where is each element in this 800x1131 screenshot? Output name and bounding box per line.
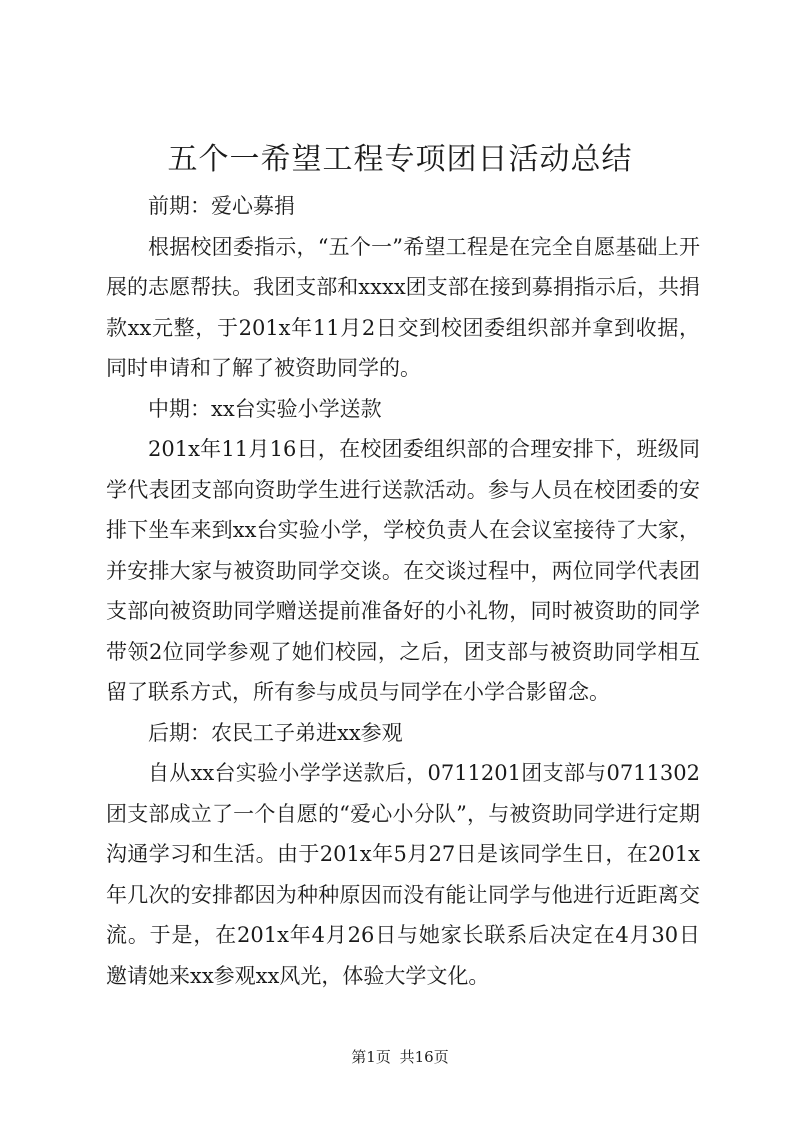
page-footer (0, 1046, 800, 1068)
paragraph-visit: 自从xx台实验小学学送款后，0711201团支部与0711302团支部成立了一个自愿的“爱心小分队”，与被资助同学进行定期沟通学习和生活。由于201x年5月27日是该同学生日，在201x年几次的安排都因为种种原因而没有能让同学与他进行近距离交流。于是，在201x年4月26日与她家长联系后决定在4月30日邀请她来xx参观xx风光，体验大学文化。 (106, 761, 700, 988)
document-title: 五个一希望工程专项团日活动总结 (167, 142, 633, 177)
section-heading-late: 后期：农民工子弟进xx参观 (148, 720, 403, 745)
section-heading-early: 前期：爱心募捐 (148, 194, 295, 218)
paragraph-donation: 根据校团委指示，“五个一”希望工程是在完全自愿基础上开展的志愿帮扶。我团支部和xxxx团支部在接到募捐指示后，共捐款xx元整，于201x年11月2日交到校团委组织部并拿到收据，同时申请和了解了被资助同学的。 (106, 234, 700, 380)
page-total: 共16页 (399, 1048, 449, 1066)
paragraph-delivery: 201x年11月16日，在校团委组织部的合理安排下，班级同学代表团支部向资助学生进行送款活动。参与人员在校团委的安排下坐车来到xx台实验小学，学校负责人在会议室接待了大家，并安排大家与被资助同学交谈。在交谈过程中，两位同学代表团支部向被资助同学赠送提前准备好的小礼物，同时被资助的同学带领2位同学参观了她们校园，之后，团支部与被资助同学相互留了联系方式，所有参与成员与同学在小学合影留念。 (106, 437, 700, 704)
section-heading-middle: 中期：xx台实验小学送款 (148, 396, 382, 421)
document-body (106, 186, 700, 996)
page-number: 第1页 (351, 1048, 391, 1066)
